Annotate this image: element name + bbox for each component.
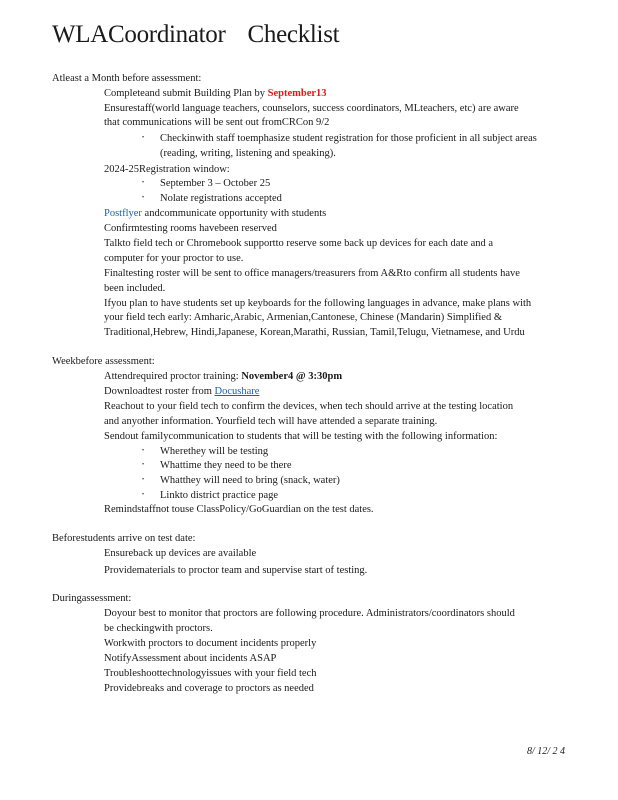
- checklist-item: Providebreaks and coverage to proctors as needed: [104, 683, 314, 694]
- section-heading-during: Duringassessment:: [52, 593, 132, 604]
- bullet-item: • Checkinwith staff toemphasize student registration for those proficient in all subject areas (reading, writing, listening and speaking).: [160, 131, 560, 161]
- item-text: Attendrequired proctor training:: [104, 371, 242, 382]
- checklist-item-cont: and anyother information. Yourfield tech will have attended a separate training.: [104, 416, 438, 427]
- bullet-item: • Nolate registrations accepted: [160, 191, 560, 206]
- training-date: November4 @ 3:30pm: [241, 371, 343, 382]
- checklist-item-cont: Traditional,Hebrew, Hindi,Japanese, Korean,Marathi, Russian, Tamil,Telugu, Vietnamese, and Urdu: [104, 327, 525, 338]
- post-flyer-link[interactable]: Postflyer: [104, 208, 142, 219]
- checklist-item: [104, 206, 560, 221]
- bullet-item: • September 3 – October 25: [160, 176, 560, 191]
- checklist-item: Workwith proctors to document incidents properly: [104, 638, 317, 649]
- checklist-item: Confirmtesting rooms havebeen reserved: [104, 223, 277, 234]
- checklist-item: Ifyou plan to have students set up keyboards for the following languages in advance, make plans with: [104, 298, 532, 309]
- page-title: [52, 20, 339, 50]
- section-heading-week: Weekbefore assessment:: [52, 356, 155, 367]
- item-text: Downloadtest roster from: [104, 386, 215, 397]
- checklist-item: Ensureback up devices are available: [104, 548, 257, 559]
- checklist-item-cont: been included.: [104, 283, 166, 294]
- checklist-item: Sendout familycommunication to students that will be testing with the following information:: [104, 431, 498, 442]
- checklist-item: NotifyAssessment about incidents ASAP: [104, 653, 277, 664]
- section-heading-month: Atleast a Month before assessment:: [52, 73, 202, 84]
- checklist-item: Finaltesting roster will be sent to office managers/treasurers from A&Rto confirm all students have: [104, 268, 520, 279]
- checklist-item: Talkto field tech or Chromebook supportto reserve some back up devices for each date and a: [104, 238, 494, 249]
- bullet-item: • Wherethey will be testing: [160, 444, 560, 459]
- checklist-item: Doyour best to monitor that proctors are following procedure. Administrators/coordinators should: [104, 608, 515, 619]
- section-heading-before: Beforestudents arrive on test date:: [52, 533, 196, 544]
- checklist-item-cont: computer for your proctor to use.: [104, 253, 244, 264]
- item-text: andcommunicate opportunity with students: [141, 208, 327, 219]
- checklist-item-cont: that communications will be sent out fromCRCon 9/2: [104, 117, 330, 128]
- checklist-item: Remindstaffnot touse ClassPolicy/GoGuardian on the test dates.: [104, 504, 374, 515]
- checklist-item: Ensurestaff(world language teachers, counselors, success coordinators, MLteachers, etc) are aware: [104, 103, 519, 114]
- checklist-item: Troubleshoottechnologyissues with your field tech: [104, 668, 317, 679]
- bullet-item: • Whatthey will need to bring (snack, water): [160, 473, 560, 488]
- checklist-item: [104, 369, 560, 384]
- checklist-item: [104, 384, 560, 399]
- checklist-item: Providematerials to proctor team and supervise start of testing.: [104, 565, 368, 576]
- title-part2: Checklist: [247, 21, 340, 48]
- footer-date: 8/ 12/ 2 4: [527, 746, 566, 757]
- docushare-link[interactable]: Docushare: [214, 386, 260, 397]
- bullet-item: • Whattime they need to be there: [160, 458, 560, 473]
- checklist-item-cont: your field tech early: Amharic,Arabic, Armenian,Cantonese, Chinese (Mandarin) Simplified &: [104, 312, 503, 323]
- bullet-item: • Linkto district practice page: [160, 488, 560, 503]
- checklist-item: 2024-25Registration window:: [104, 164, 230, 175]
- checklist-item-cont: be checkingwith proctors.: [104, 623, 213, 634]
- title-part1: WLACoordinator: [52, 21, 226, 48]
- item-text: Completeand submit Building Plan by: [104, 88, 268, 99]
- checklist-item: Reachout to your field tech to confirm the devices, when tech should arrive at the testing location: [104, 401, 514, 412]
- deadline-date: September13: [267, 88, 327, 99]
- checklist-item: [104, 86, 560, 101]
